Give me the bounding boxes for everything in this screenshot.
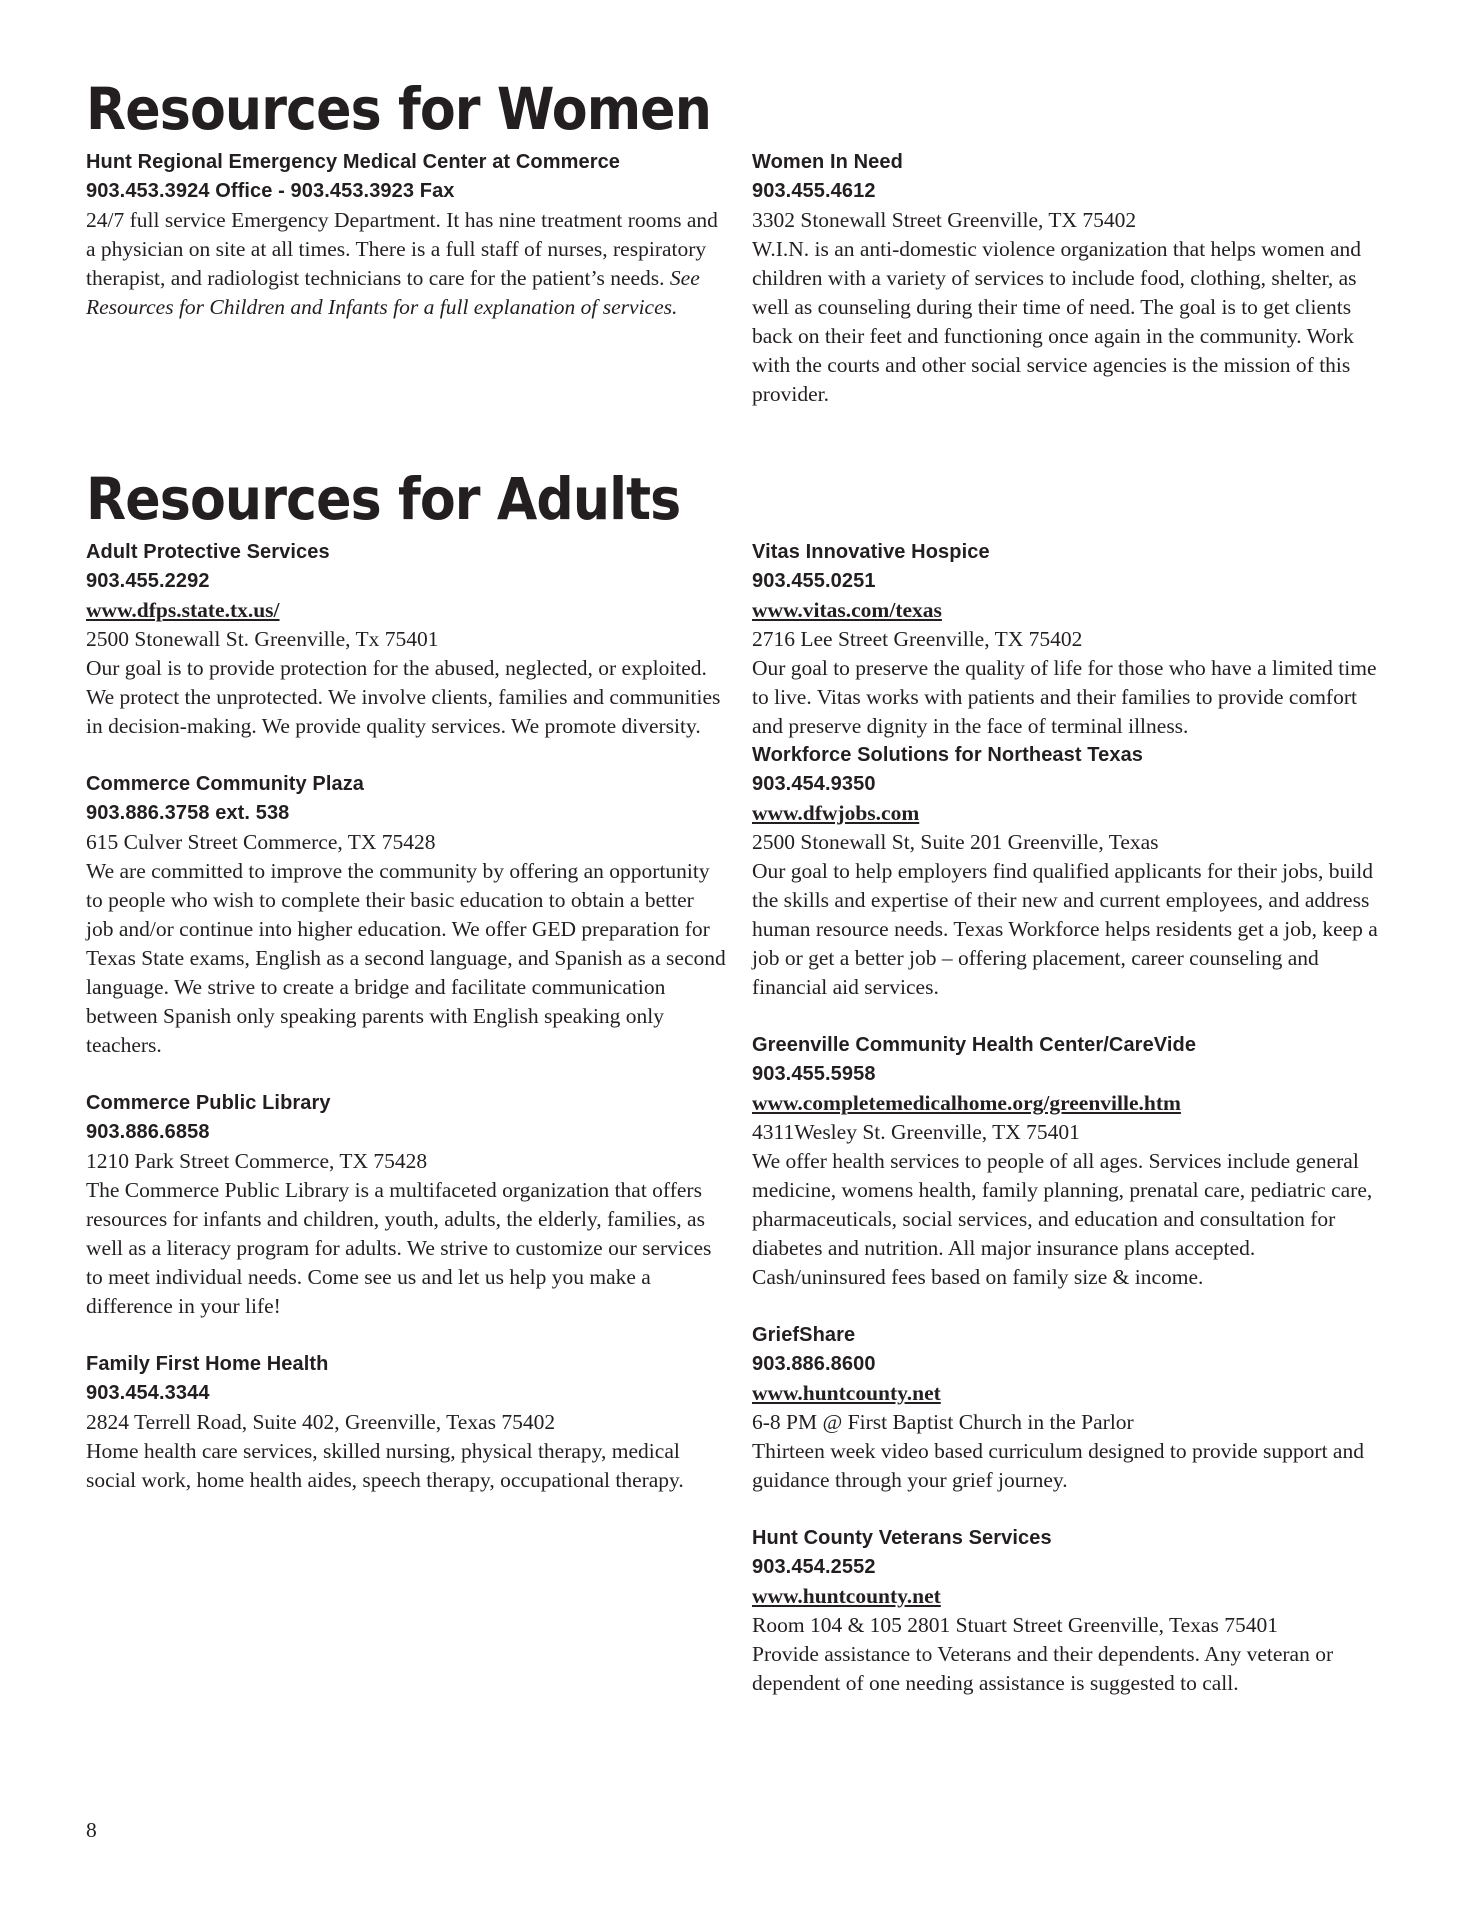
resource-entry [86,148,726,322]
resource-address: 2716 Lee Street Greenville, TX 75402 [752,627,1083,651]
resource-address: Room 104 & 105 2801 Stuart Street Greenville, Texas 75401 [752,1613,1278,1637]
resource-name: Commerce Community Plaza [86,773,365,795]
resource-phone: 903.453.3924 Office - 903.453.3923 Fax [86,180,455,202]
resource-entry [752,1321,1392,1495]
resource-address: 4311Wesley St. Greenville, TX 75401 [752,1120,1080,1144]
resource-description: The Commerce Public Library is a multifaceted organization that offers resources for infants and children, youth, adults, the elderly, families, as well as a literacy program for adults. We strive to customize our services to meet individual needs. Come see us and let us help you make a difference in your life! [86,1178,712,1318]
resource-website-link[interactable]: www.vitas.com/texas [752,598,942,622]
resource-entry [752,538,1392,741]
resource-address: 6-8 PM @ First Baptist Church in the Parlor [752,1410,1134,1434]
resource-phone: 903.455.4612 [752,180,876,202]
page-number: 8 [86,1818,97,1842]
resource-phone: 903.455.0251 [752,570,876,592]
resource-entry [86,770,726,1060]
resource-description: Home health care services, skilled nursing, physical therapy, medical social work, home health aides, speech therapy, occupational therapy. [86,1439,684,1492]
resource-description: Our goal is to provide protection for the abused, neglected, or exploited. We protect the unprotected. We involve clients, families and communities in decision-making. We provide quality services. We promote diversity. [86,656,721,738]
resource-entry [86,538,726,741]
resource-phone: 903.454.2552 [752,1556,876,1578]
resource-name: Hunt County Veterans Services [752,1527,1052,1549]
resource-name: Family First Home Health [86,1353,329,1375]
resource-phone: 903.886.8600 [752,1353,876,1375]
resource-description: We offer health services to people of all ages. Services include general medicine, womens health, family planning, prenatal care, pediatric care, pharmaceuticals, social services, and education and consultation for diabetes and nutrition. All major insurance plans accepted. Cash/uninsured fees based on family size & income. [752,1149,1373,1289]
resource-address: 615 Culver Street Commerce, TX 75428 [86,830,436,854]
adults-left-column [86,538,726,1524]
resource-address: 3302 Stonewall Street Greenville, TX 75402 [752,208,1137,232]
resource-phone: 903.455.5958 [752,1063,876,1085]
resource-name: Workforce Solutions for Northeast Texas [752,744,1144,766]
resource-entry [752,1031,1392,1292]
resource-description: Our goal to preserve the quality of life for those who have a limited time to live. Vitas works with patients and their families to provide comfort and preserve dignity in the face of terminal illness. [752,656,1377,738]
resource-description: W.I.N. is an anti-domestic violence organization that helps women and children with a variety of services to include food, clothing, shelter, as well as counseling during their time of need. The goal is to get clients back on their feet and functioning once again in the community. Work with the courts and other social service agencies is the mission of this provider. [752,237,1362,406]
resource-name: Adult Protective Services [86,541,330,563]
resource-name: Greenville Community Health Center/CareVide [752,1034,1197,1056]
resource-website-link[interactable]: www.dfwjobs.com [752,801,920,825]
resource-phone: 903.454.9350 [752,773,876,795]
resource-description: Thirteen week video based curriculum designed to provide support and guidance through your grief journey. [752,1439,1364,1492]
resource-entry [86,1089,726,1321]
resource-description-text: 24/7 full service Emergency Department. It has nine treatment rooms and a physician on site at all times. There is a full staff of nurses, respiratory therapist, and radiologist technicians to care for the patient’s needs. [86,208,718,290]
resource-address: 2500 Stonewall St, Suite 201 Greenville, Texas [752,830,1159,854]
resource-address: 1210 Park Street Commerce, TX 75428 [86,1149,428,1173]
resource-name: Women In Need [752,151,903,173]
resource-website-link[interactable]: www.completemedicalhome.org/greenville.htm [752,1091,1181,1115]
resource-description-note: See Resources for Children and Infants for a full explanation of services. [86,266,700,319]
resource-phone: 903.454.3344 [86,1382,210,1404]
resource-website-link[interactable]: www.huntcounty.net [752,1584,941,1608]
resource-address: 2824 Terrell Road, Suite 402, Greenville, Texas 75402 [86,1410,556,1434]
resource-name: Commerce Public Library [86,1092,331,1114]
resource-name: Hunt Regional Emergency Medical Center at Commerce [86,151,621,173]
resource-name: Vitas Innovative Hospice [752,541,990,563]
resource-entry [752,741,1392,1002]
adults-section-title: Resources for Adults [86,465,681,533]
resource-phone: 903.886.3758 ext. 538 [86,802,290,824]
women-left-column [86,148,726,351]
resource-description: Provide assistance to Veterans and their dependents. Any veteran or dependent of one needing assistance is suggested to call. [752,1642,1334,1695]
adults-right-column [752,538,1392,1727]
resource-description: We are committed to improve the community by offering an opportunity to people who wish to complete their basic education to obtain a better job and/or continue into higher education. We offer GED preparation for Texas State exams, English as a second language, and Spanish as a second language. We strive to create a bridge and facilitate communication between Spanish only speaking parents with English speaking only teachers. [86,859,726,1057]
women-right-column [752,148,1392,438]
resource-entry [86,1350,726,1495]
resource-entry [752,148,1392,409]
resource-name: GriefShare [752,1324,856,1346]
resource-address: 2500 Stonewall St. Greenville, Tx 75401 [86,627,439,651]
resource-phone: 903.886.6858 [86,1121,210,1143]
resource-entry [752,1524,1392,1698]
resource-description: Our goal to help employers find qualified applicants for their jobs, build the skills and expertise of their new and current employees, and address human resource needs. Texas Workforce helps residents get a job, keep a job or get a better job – offering placement, career counseling and financial aid services. [752,859,1378,999]
resource-website-link[interactable]: www.huntcounty.net [752,1381,941,1405]
resource-website-link[interactable]: www.dfps.state.tx.us/ [86,598,280,622]
resource-description [86,206,726,322]
women-section-title: Resources for Women [86,75,711,143]
resource-phone: 903.455.2292 [86,570,210,592]
